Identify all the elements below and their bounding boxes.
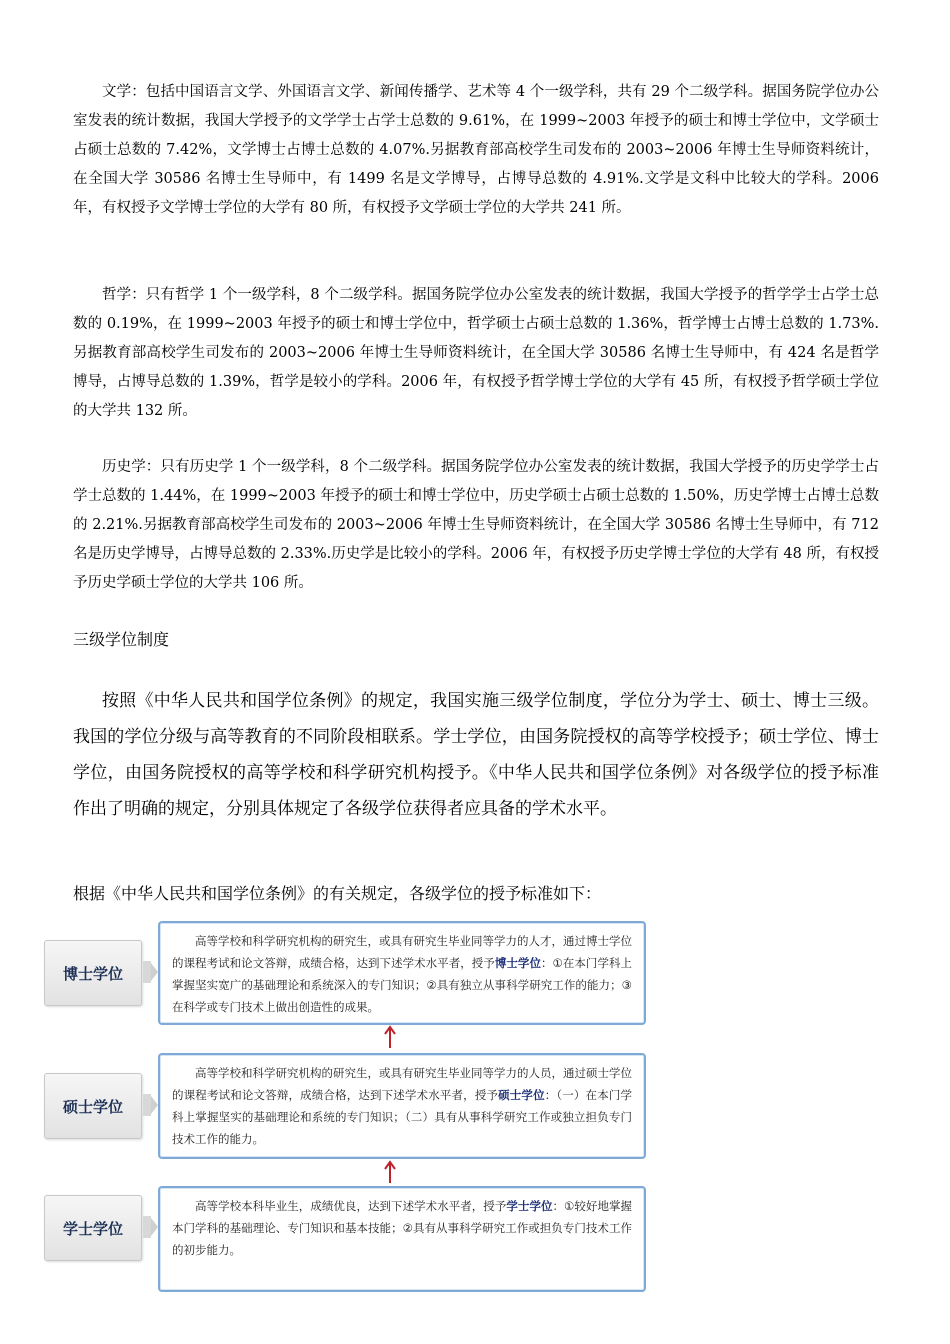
doctor-text-before: 高等学校和科学研究机构的研究生，或具有研究生毕业同等学力的人才，通过博士学位的课程考试和论文答辩，成绩合格，达到下述学术水平者，授予 <box>172 934 632 970</box>
bachelor-degree-box <box>158 1186 646 1292</box>
paragraph-standards-intro: 根据《中华人民共和国学位条例》的有关规定，各级学位的授予标准如下： <box>73 884 602 903</box>
paragraph-literature: 文学：包括中国语言文学、外国语言文学、新闻传播学、艺术等 4 个一级学科，共有 29 个二级学科。据国务院学位办公室发表的统计数据，我国大学授予的文学学士占学士总数的 9.61%，在 1999~2003 年授予的硕士和博士学位中，文学硕士占硕士总数的 7.42%，文学博士占博士总数的 4.07%.另据教育部高校学生司发布的 2003~2006 年博士生导师资料统计，在全国大学 30586 名博士生导师中，有 1499 名是文学博导，占博导总数的 4.91%.文学是文科中比较大的学科。2006 年，有权授予文学博士学位的大学有 80 所，有权授予文学硕士学位的大学共 241 所。 <box>73 84 879 216</box>
master-degree-label: 硕士学位 <box>44 1073 142 1139</box>
paragraph-three-level-degree: 按照《中华人民共和国学位条例》的规定，我国实施三级学位制度，学位分为学士、硕士、博士三级。我国的学位分级与高等教育的不同阶段相联系。学士学位，由国务院授权的高等学校授予；硕士学位、博士学位，由国务院授权的高等学校和科学研究机构授予。《中华人民共和国学位条例》对各级学位的授予标准作出了明确的规定，分别具体规定了各级学位获得者应具备的学术水平。 <box>73 691 879 819</box>
master-pointer-icon <box>151 1096 158 1114</box>
degree-standards-diagram <box>40 918 660 1298</box>
section-heading: 三级学位制度 <box>73 630 170 649</box>
master-text-after: ：（一）在本门学科上掌握坚实的基础理论和系统的专门知识；（二）具有从事科学研究工作或独立担负专门技术工作的能力。 <box>172 1088 632 1146</box>
doctor-pointer-icon <box>151 963 158 981</box>
bachelor-pointer-icon <box>151 1218 158 1236</box>
master-keyword: 硕士学位 <box>498 1088 545 1102</box>
bachelor-keyword: 学士学位 <box>506 1199 553 1213</box>
master-connector <box>143 1094 151 1116</box>
bachelor-degree-label: 学士学位 <box>44 1195 142 1261</box>
doctor-connector <box>143 961 151 983</box>
doctor-degree-label: 博士学位 <box>44 940 142 1006</box>
master-degree-box <box>158 1053 646 1159</box>
doctor-text-after: ：①在本门学科上掌握坚实宽广的基础理论和系统深入的专门知识；②具有独立从事科学研究工作的能力；③在科学或专门技术上做出创造性的成果。 <box>172 956 633 1014</box>
paragraph-history: 历史学：只有历史学 1 个一级学科，8 个二级学科。据国务院学位办公室发表的统计数据，我国大学授予的历史学学士占学士总数的 1.44%，在 1999~2003 年授予的硕士和博士学位中，历史学硕士占硕士总数的 1.50%，历史学博士占博士总数的 2.21%.另据教育部高校学生司发布的 2003~2006 年博士生导师资料统计，在全国大学 30586 名博士生导师中，有 712 名是历史学博导，占博导总数的 2.33%.历史学是比较小的学科。2006 年，有权授予历史学博士学位的大学有 48 所，有权授予历史学硕士学位的大学共 106 所。 <box>73 459 879 591</box>
paragraph-philosophy: 哲学：只有哲学 1 个一级学科，8 个二级学科。据国务院学位办公室发表的统计数据，我国大学授予的哲学学士占学士总数的 0.19%，在 1999~2003 年授予的硕士和博士学位中，哲学硕士占硕士总数的 1.36%，哲学博士占博士总数的 1.73%.另据教育部高校学生司发布的 2003~2006 年博士生导师资料统计，在全国大学 30586 名博士生导师中，有 424 名是哲学博导，占博导总数的 1.39%，哲学是较小的学科。2006 年，有权授予哲学博士学位的大学有 45 所，有权授予哲学硕士学位的大学共 132 所。 <box>73 287 879 419</box>
master-text-before: 高等学校和科学研究机构的研究生，或具有研究生毕业同等学力的人员，通过硕士学位的课程考试和论文答辩，成绩合格，达到下述学术水平者，授予 <box>172 1066 632 1102</box>
bachelor-connector <box>143 1216 151 1238</box>
up-arrow-icon <box>383 1025 397 1049</box>
bachelor-text-after: ：①较好地掌握本门学科的基础理论、专门知识和基本技能；②具有从事科学研究工作或担负专门技术工作的初步能力。 <box>172 1199 633 1257</box>
doctor-keyword: 博士学位 <box>494 956 541 970</box>
up-arrow-icon <box>383 1160 397 1184</box>
doctor-degree-box <box>158 921 646 1025</box>
bachelor-text-before: 高等学校本科毕业生，成绩优良，达到下述学术水平者，授予 <box>195 1199 507 1213</box>
